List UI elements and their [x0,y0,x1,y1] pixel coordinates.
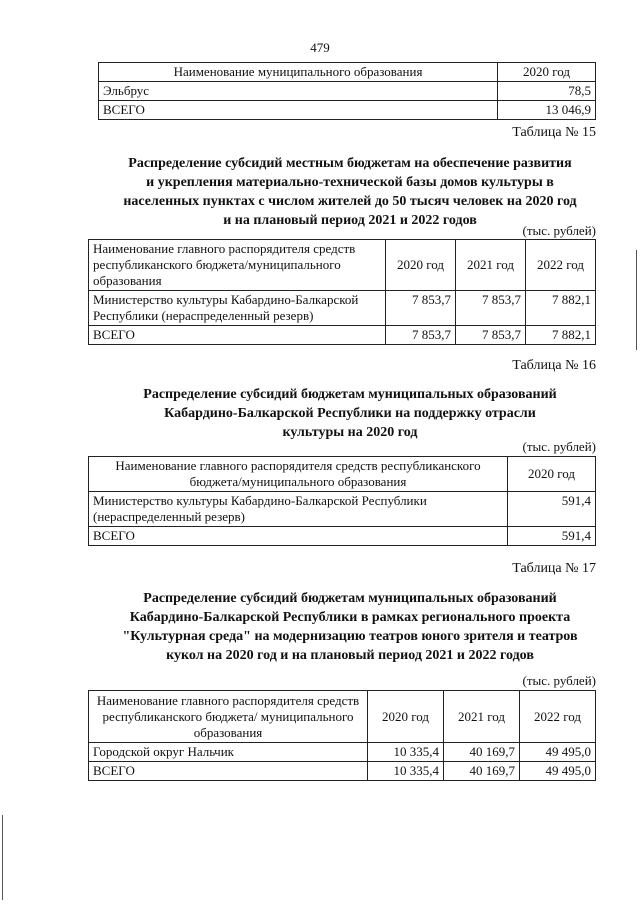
scan-edge-line [636,250,637,350]
header-cell: Наименование главного распорядителя средств республиканского бюджета/муниципального образования [89,457,508,492]
header-cell: 2020 год [386,240,456,291]
row-label: ВСЕГО [89,326,386,345]
row-value: 13 046,9 [498,101,596,120]
scan-edge-line [2,815,3,900]
row-label: Эльбрус [99,82,498,101]
table-16-title [90,385,610,442]
row-value: 40 169,7 [444,762,520,781]
row-value: 10 335,4 [368,743,444,762]
table-17 [88,690,596,781]
header-cell: 2020 год [508,457,596,492]
header-cell: 2022 год [526,240,596,291]
row-value: 7 853,7 [456,291,526,326]
table-row [99,82,596,101]
table-header-row [99,63,596,82]
title-line: Распределение субсидий бюджетам муниципальных образований [143,591,557,606]
table-header-row [89,691,596,743]
row-label: ВСЕГО [89,527,508,546]
title-line: "Культурная среда" на модернизацию театров юного зрителя и театров [122,629,578,644]
page-number: 479 [310,40,330,55]
table-row [89,762,596,781]
row-value: 10 335,4 [368,762,444,781]
table-15-label: Таблица № 15 [512,125,596,140]
row-value: 49 495,0 [520,743,596,762]
table-row [89,326,596,345]
row-value: 7 853,7 [386,326,456,345]
table-15 [88,239,596,345]
table-row [89,743,596,762]
header-cell: Наименование муниципального образования [99,63,498,82]
row-value: 78,5 [498,82,596,101]
row-value: 40 169,7 [444,743,520,762]
table-row [89,291,596,326]
table-16-unit: (тыс. рублей) [522,439,596,454]
title-line: Распределение субсидий бюджетам муниципальных образований [143,387,557,402]
row-value: 7 882,1 [526,326,596,345]
row-value: 7 853,7 [456,326,526,345]
title-line: Кабардино-Балкарской Республики в рамках регионального проекта [129,610,571,625]
table-row [89,492,596,527]
row-value: 7 853,7 [386,291,456,326]
header-cell: 2021 год [444,691,520,743]
title-line: населенных пунктах с числом жителей до 50 тысяч человек на 2020 год [123,194,577,209]
row-value: 49 495,0 [520,762,596,781]
table-15-title [90,154,610,230]
header-cell: Наименование главного распорядителя средств республиканского бюджета/муниципального образования [89,240,386,291]
row-label: Городской округ Нальчик [89,743,368,762]
row-value: 7 882,1 [526,291,596,326]
row-value: 591,4 [508,492,596,527]
table-header-row [89,457,596,492]
title-line: и укрепления материально-технической базы домов культуры в [146,175,554,190]
row-label: Министерство культуры Кабардино-Балкарской Республики (нераспределенный резерв) [89,291,386,326]
title-line: и на плановый период 2021 и 2022 годов [223,213,477,228]
row-label: ВСЕГО [89,762,368,781]
table-17-title [90,589,610,665]
table-row [99,101,596,120]
table-16 [88,456,596,546]
header-cell: 2021 год [456,240,526,291]
continued-table [98,62,596,120]
header-cell: 2020 год [368,691,444,743]
header-cell: 2022 год [520,691,596,743]
header-cell: Наименование главного распорядителя средств республиканского бюджета/ муниципального образования [89,691,368,743]
table-15-unit: (тыс. рублей) [522,223,596,238]
row-label: ВСЕГО [99,101,498,120]
title-line: Распределение субсидий местным бюджетам на обеспечение развития [128,156,572,171]
row-value: 591,4 [508,527,596,546]
table-row [89,527,596,546]
row-label: Министерство культуры Кабардино-Балкарской Республики (нераспределенный резерв) [89,492,508,527]
table-17-label: Таблица № 17 [512,561,596,576]
table-header-row [89,240,596,291]
title-line: Кабардино-Балкарской Республики на поддержку отрасли [164,406,536,421]
title-line: культуры на 2020 год [282,425,418,440]
table-16-label: Таблица № 16 [512,358,596,373]
table-17-unit: (тыс. рублей) [522,673,596,688]
title-line: кукол на 2020 год и на плановый период 2021 и 2022 годов [166,648,534,663]
header-cell: 2020 год [498,63,596,82]
